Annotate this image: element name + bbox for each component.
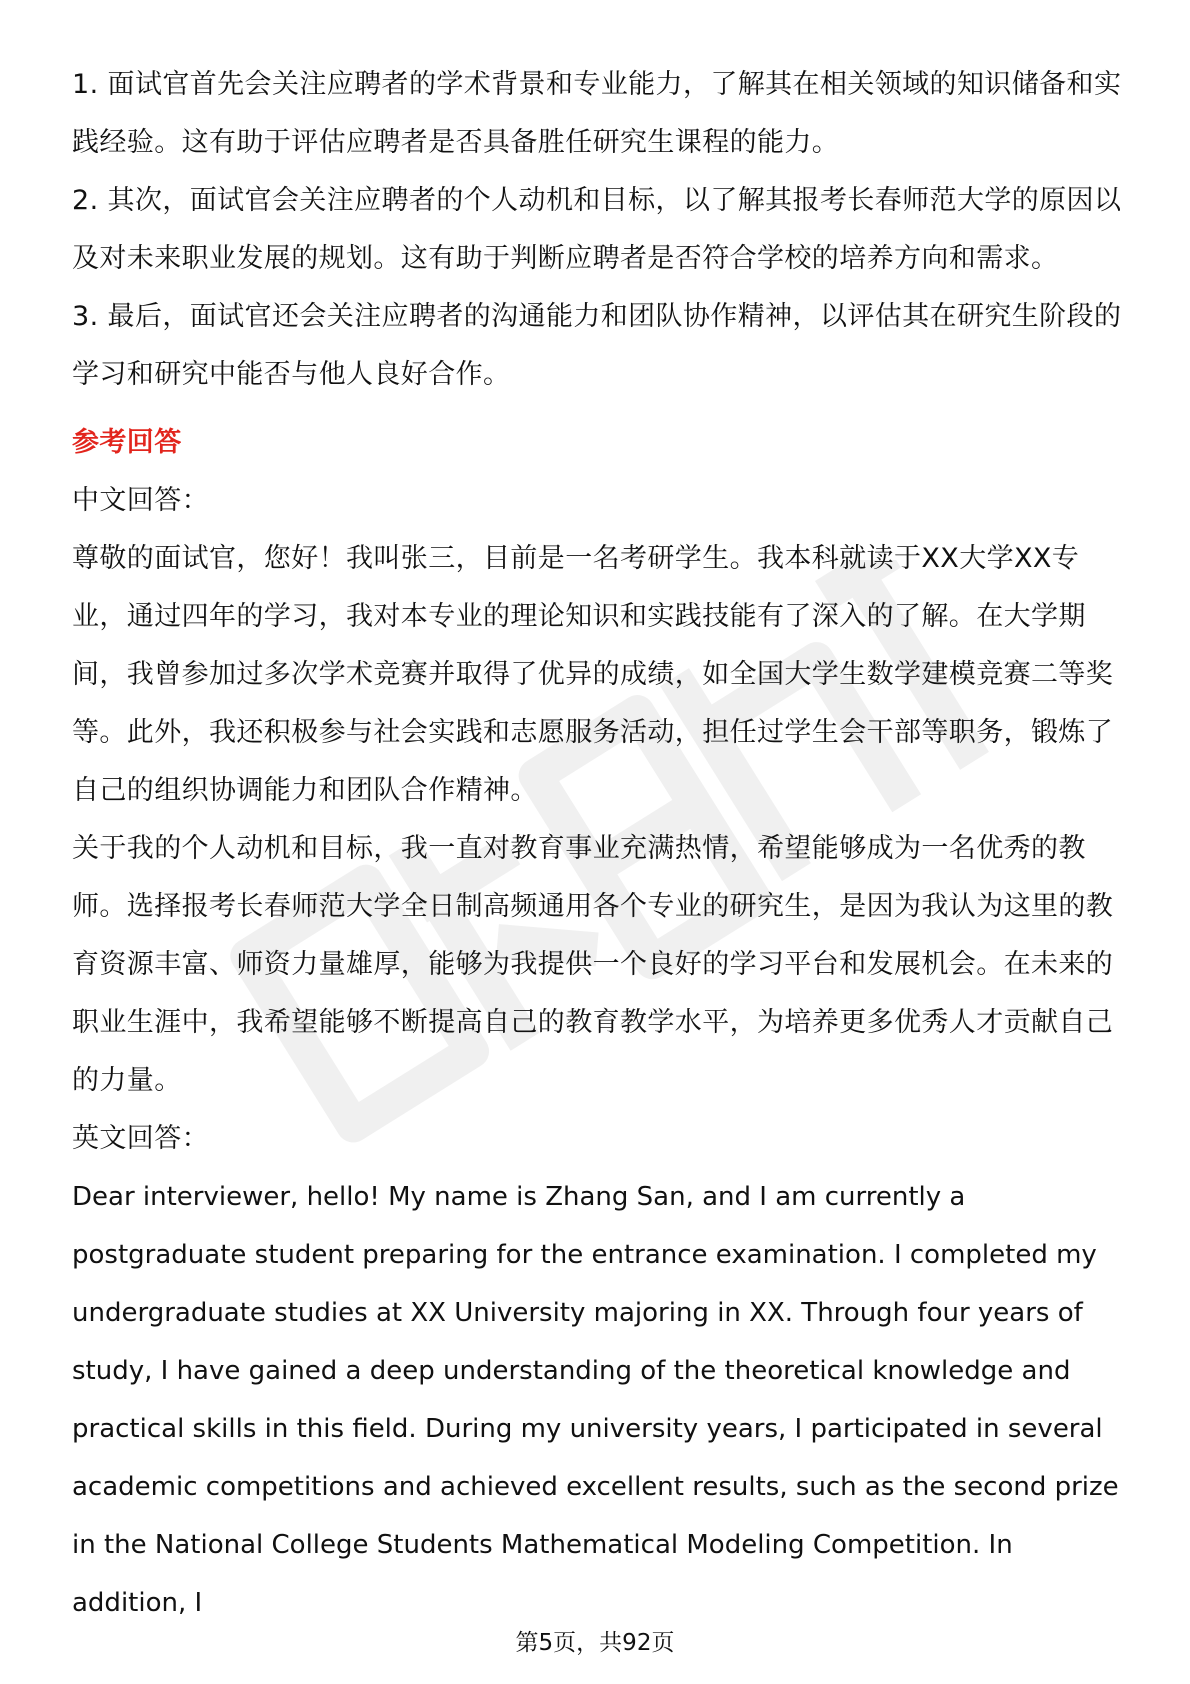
- english-answer-paragraph: Dear interviewer, hello! My name is Zhang San, and I am currently a postgraduate student preparing for the entrance examination. I completed my undergraduate studies at XX University majoring in XX. Through four years of study, I have gained a deep understanding of the theoretical knowledge and practical skills in this field. During my university years, I participated in several academic competitions and achieved excellent results, such as the second prize in the National College Students Mathematical Modeling Competition. In addition, I: [72, 1182, 1119, 1618]
- document-body: [72, 56, 1124, 1632]
- list-item-2: 2. 其次，面试官会关注应聘者的个人动机和目标，以了解其报考长春师范大学的原因以及对未来职业发展的规划。这有助于判断应聘者是否符合学校的培养方向和需求。: [72, 185, 1122, 274]
- chinese-answer-label: 中文回答：: [72, 485, 209, 516]
- list-item-1: 1. 面试官首先会关注应聘者的学术背景和专业能力，了解其在相关领域的知识储备和实践经验。这有助于评估应聘者是否具备胜任研究生课程的能力。: [72, 69, 1122, 158]
- chinese-answer-paragraph-1: 尊敬的面试官，您好！我叫张三，目前是一名考研学生。我本科就读于XX大学XX专业，通过四年的学习，我对本专业的理论知识和实践技能有了深入的了解。在大学期间，我曾参加过多次学术竞赛并取得了优异的成绩，如全国大学生数学建模竞赛二等奖等。此外，我还积极参与社会实践和志愿服务活动，担任过学生会干部等职务，锻炼了自己的组织协调能力和团队合作精神。: [72, 543, 1114, 806]
- page-number-footer: 第5页，共92页: [515, 1630, 675, 1656]
- chinese-answer-paragraph-2: 关于我的个人动机和目标，我一直对教育事业充满热情，希望能够成为一名优秀的教师。选择报考长春师范大学全日制高频通用各个专业的研究生，是因为我认为这里的教育资源丰富、师资力量雄厚，能够为我提供一个良好的学习平台和发展机会。在未来的职业生涯中，我希望能够不断提高自己的教育教学水平，为培养更多优秀人才贡献自己的力量。: [72, 833, 1114, 1096]
- reference-answer-heading: 参考回答: [72, 427, 182, 458]
- english-answer-label: 英文回答：: [72, 1123, 209, 1154]
- list-item-3: 3. 最后，面试官还会关注应聘者的沟通能力和团队协作精神，以评估其在研究生阶段的学习和研究中能否与他人良好合作。: [72, 301, 1122, 390]
